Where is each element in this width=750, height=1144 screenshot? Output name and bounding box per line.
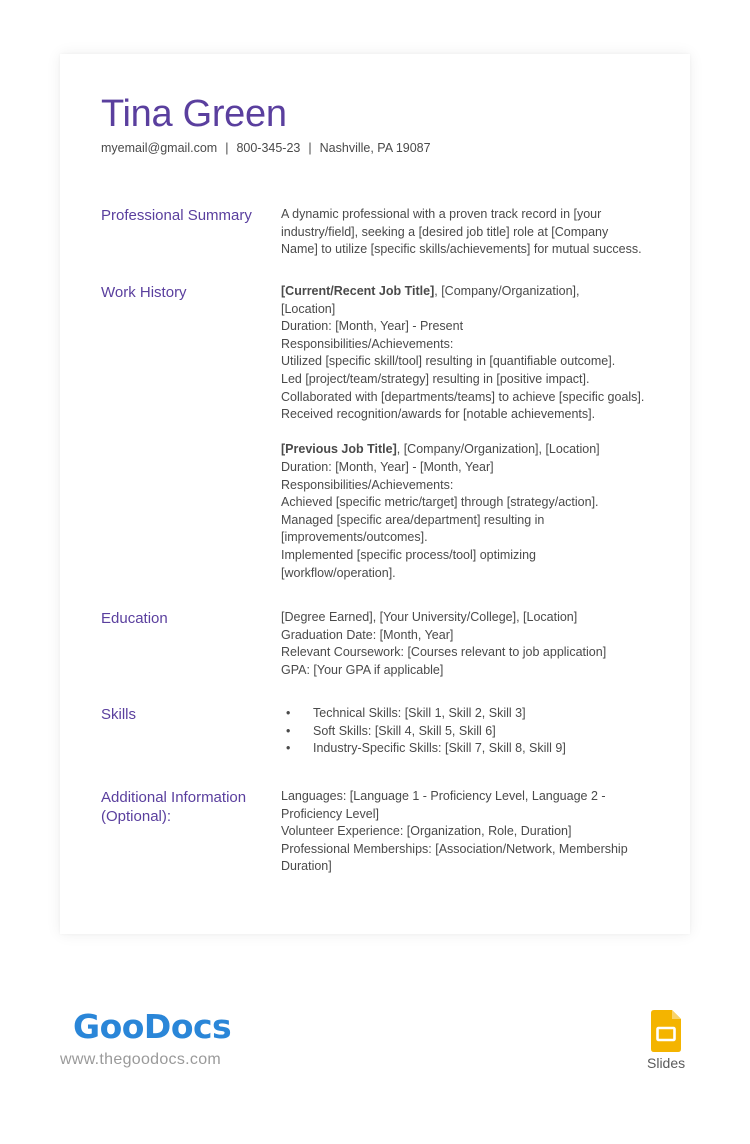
google-slides-icon: [651, 1010, 681, 1052]
summary-text: [281, 206, 666, 259]
skill-text: Industry-Specific Skills: [Skill 7, Skill 8, Skill 9]: [313, 741, 566, 756]
job-heading: [281, 441, 666, 459]
job-line: Duration: [Month, Year] - Present: [281, 319, 464, 334]
contact-line: [101, 140, 431, 156]
additional-line: Languages: [Language 1 - Proficiency Level, Language 2 -: [281, 789, 606, 803]
job-entry-previous: [281, 441, 666, 582]
summary-line: A dynamic professional with a proven track record in [your: [281, 207, 602, 221]
education-body: [281, 609, 666, 679]
work-history-title: Work History: [101, 284, 187, 301]
additional-line: Professional Memberships: [Association/Network, Membership: [281, 841, 628, 856]
job-line: Responsibilities/Achievements:: [281, 336, 454, 351]
contact-location: Nashville, PA 19087: [319, 141, 431, 155]
candidate-name: Tina Green: [101, 93, 287, 135]
job-title: [Previous Job Title]: [281, 442, 397, 457]
job-line: [Location]: [281, 301, 336, 316]
job-entry-current: [281, 283, 666, 424]
bullet-icon: •: [286, 741, 291, 756]
contact-phone: 800-345-23: [236, 141, 301, 155]
work-history-body: [281, 283, 666, 582]
job-company: , [Company/Organization], [Location]: [396, 442, 600, 457]
skills-title: Skills: [101, 706, 137, 723]
job-line: Duration: [Month, Year] - [Month, Year]: [281, 459, 494, 474]
bullet-icon: •: [286, 723, 291, 738]
summary-line: industry/field], seeking a [desired job title] role at [Company: [281, 224, 609, 239]
job-line: Received recognition/awards for [notable achievements].: [281, 407, 596, 422]
job-line: Collaborated with [departments/teams] to achieve [specific goals].: [281, 389, 645, 404]
job-title: [Current/Recent Job Title]: [281, 284, 435, 298]
bullet-icon: •: [286, 706, 291, 720]
summary-title: Professional Summary: [101, 207, 252, 224]
website-url: www.thegoodocs.com: [60, 1051, 222, 1068]
additional-title-line: Additional Information: [101, 789, 247, 806]
job-line: Led [project/team/strategy] resulting in [positive impact].: [281, 371, 590, 386]
goodocs-logo: GooDocs: [73, 1007, 232, 1046]
additional-line: Volunteer Experience: [Organization, Role, Duration]: [281, 824, 572, 839]
job-line: [improvements/outcomes].: [281, 530, 428, 545]
job-line: Implemented [specific process/tool] optimizing: [281, 547, 536, 562]
skill-text: Soft Skills: [Skill 4, Skill 5, Skill 6]: [313, 723, 496, 738]
education-line: [Degree Earned], [Your University/College], [Location]: [281, 610, 578, 624]
additional-line: Duration]: [281, 859, 332, 874]
job-line: Managed [specific area/department] resulting in: [281, 512, 545, 527]
education-title: Education: [101, 610, 168, 627]
contact-separator: |: [225, 141, 229, 155]
education-line: Relevant Coursework: [Courses relevant to job application]: [281, 645, 607, 660]
education-line: GPA: [Your GPA if applicable]: [281, 662, 444, 677]
contact-separator: |: [308, 141, 312, 155]
summary-line: Name] to utilize [specific skills/achievements] for mutual success.: [281, 242, 642, 257]
resume-page: [60, 54, 690, 934]
job-line: Responsibilities/Achievements:: [281, 477, 454, 492]
job-heading: [281, 283, 666, 301]
job-line: [workflow/operation].: [281, 565, 396, 580]
education-line: Graduation Date: [Month, Year]: [281, 627, 454, 642]
job-line: Utilized [specific skill/tool] resulting in [quantifiable outcome].: [281, 354, 616, 369]
additional-info-body: [281, 788, 666, 876]
job-company: , [Company/Organization],: [434, 284, 580, 298]
slides-label: Slides: [647, 1055, 686, 1071]
additional-line: Proficiency Level]: [281, 806, 379, 821]
job-line: Achieved [specific metric/target] through [strategy/action].: [281, 495, 599, 510]
skill-text: Technical Skills: [Skill 1, Skill 2, Skill 3]: [313, 706, 526, 720]
skill-item: [281, 705, 666, 723]
skill-item: [281, 723, 666, 741]
skill-item: [281, 740, 666, 758]
additional-title-line: (Optional):: [101, 808, 172, 825]
additional-info-title: [101, 788, 271, 826]
contact-email: myemail@gmail.com: [101, 141, 218, 155]
skills-body: [281, 705, 666, 758]
skills-list: [281, 705, 666, 758]
